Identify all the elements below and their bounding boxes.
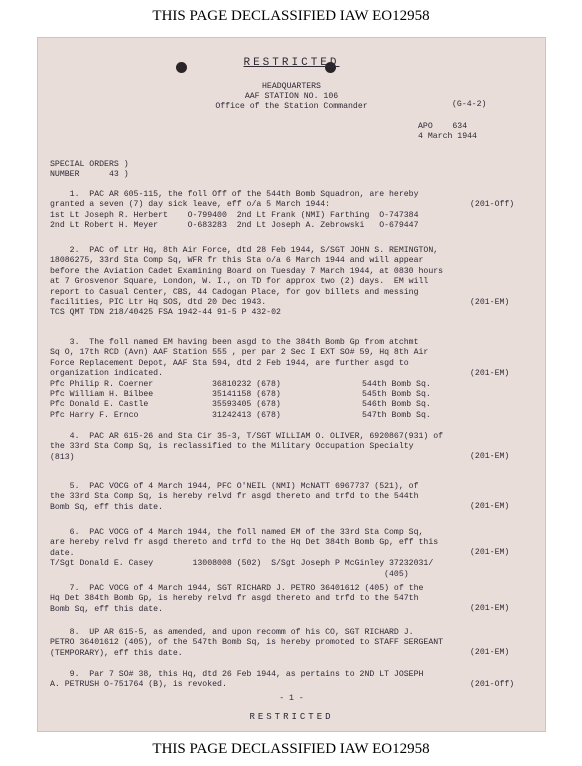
document-page (38, 38, 545, 731)
para-line: organization indicated. (50, 369, 164, 379)
special-orders-number: NUMBER 43 ) (50, 170, 129, 179)
para-line: Bomb Sq, eff this date. (50, 502, 164, 512)
file-ref-201: (201-Off) (470, 200, 515, 209)
para-line: before the Aviation Cadet Examining Board on Tuesday 7 March 1944, at 0830 hours (50, 266, 444, 276)
soldier-name: Pfc Philip R. Coerner (50, 379, 154, 389)
file-ref-201: (201-EM) (470, 548, 510, 557)
para-line: are hereby relvd fr asgd thereto and trfd to the Hq Det 384th Bomb Gp, eff this (50, 538, 439, 548)
special-orders-title: SPECIAL ORDERS ) (50, 160, 129, 169)
para-line: 18086275, 33rd Sta Comp Sq, WFR fr this Sta o/a 6 March 1944 and will appear (50, 256, 424, 266)
soldier-serial: 35141158 (678) (212, 389, 281, 399)
para-line: (405) (50, 569, 409, 579)
para-line: date. (50, 548, 75, 558)
soldier-unit: 547th Bomb Sq. (362, 410, 431, 420)
soldier-unit: 544th Bomb Sq. (362, 379, 431, 389)
para-line: 6. PAC VOCG of 4 March 1944, the foll named EM of the 33rd Sta Comp Sq, (50, 528, 424, 537)
para-line: 2nd Lt Robert H. Meyer O-683283 2nd Lt Joseph A. Zebrowski O-679447 (50, 221, 419, 231)
paragraph-9 (50, 670, 540, 691)
file-ref-201: (201-EM) (470, 369, 510, 378)
soldier-name: Pfc Donald E. Castle (50, 400, 149, 410)
paragraph-7 (50, 584, 540, 615)
file-ref-201: (201-EM) (470, 298, 510, 307)
para-line: 8. UP AR 615-5, as amended, and upon recomm of his CO, SGT RICHARD J. (50, 628, 414, 637)
para-line: 5. PAC VOCG of 4 March 1944, PFC O'NEIL (NMI) McNATT 6967737 (521), of (50, 482, 419, 491)
paragraph-6 (50, 528, 540, 580)
soldier-serial: 31242413 (678) (212, 410, 281, 420)
para-line: (813) (50, 452, 75, 462)
para-line: 1st Lt Joseph R. Herbert O-799400 2nd Lt Frank (NMI) Farthing O-747384 (50, 210, 419, 220)
paragraph-4 (50, 432, 540, 463)
para-line: the 33rd Sta Comp Sq, is hereby relvd fr asgd thereto and trfd to the 544th (50, 492, 419, 502)
soldier-serial: 36810232 (678) (212, 379, 281, 389)
soldier-unit: 545th Bomb Sq. (362, 389, 431, 399)
para-line: 4. PAC AR 615-26 and Sta Cir 35-3, T/SGT WILLIAM O. OLIVER, 6920867(931) of (50, 432, 444, 441)
para-line: 9. Par 7 SO# 38, this Hq, dtd 26 Feb 1944, as pertains to 2ND LT JOSEPH (50, 670, 424, 679)
file-ref-201: (201-EM) (470, 452, 510, 461)
station-line: AAF STATION NO. 106 (244, 92, 339, 101)
order-date: 4 March 1944 (418, 132, 477, 141)
para-line: (TEMPORARY), eff this date. (50, 648, 183, 658)
para-line: granted a seven (7) day sick leave, eff o/a 5 March 1944: (50, 200, 331, 210)
para-line: A. PETRUSH O-751764 (B), is revoked. (50, 680, 227, 690)
para-line: report to Casual Center, CBS, 44 Cadogan Place, for gov billets and messing (50, 287, 419, 297)
para-line: TCS QMT TDN 218/40425 FSA 1942-44 91-5 P 432-02 (50, 308, 281, 318)
file-ref-201: (201-Off) (470, 680, 515, 689)
file-ref-201: (201-EM) (470, 648, 510, 657)
paragraph-2 (50, 246, 540, 319)
file-reference: (G-4-2) (452, 100, 487, 109)
paragraph-8 (50, 628, 540, 659)
soldier-unit: 546th Bomb Sq. (362, 400, 431, 410)
para-line: PETRO 36401612 (405), of the 547th Bomb Sq, is hereby promoted to STAFF SERGEANT (50, 638, 444, 648)
soldier-serial: 35593405 (678) (212, 400, 281, 410)
list-item (50, 411, 540, 421)
declassified-banner-top: THIS PAGE DECLASSIFIED IAW EO12958 (152, 8, 430, 24)
para-line: at 7 Grosvenor Square, London, W. I., on TD for approx two (2) days. EM will (50, 277, 429, 287)
page-number: - 1 - (279, 694, 304, 703)
list-item (50, 390, 540, 400)
file-ref-201: (201-EM) (470, 502, 510, 511)
list-item (50, 400, 540, 410)
office-line: Office of the Station Commander (215, 102, 368, 111)
declassified-banner-bottom: THIS PAGE DECLASSIFIED IAW EO12958 (152, 741, 430, 757)
list-item (50, 380, 540, 390)
para-line: Force Replacement Depot, AAF Sta 594, dtd 2 Feb 1944, are further asgd to (50, 358, 409, 368)
apo-number: APO 634 (418, 122, 468, 131)
para-line: 1. PAC AR 605-115, the foll Off of the 544th Bomb Squadron, are hereby (50, 190, 419, 199)
para-line: facilities, PIC Ltr Hq SOS, dtd 20 Dec 1943. (50, 297, 267, 307)
soldier-name: Pfc Harry F. Ernco (50, 410, 139, 420)
paragraph-5 (50, 482, 540, 513)
para-line: 2. PAC of Ltr Hq, 8th Air Force, dtd 28 Feb 1944, S/SGT JOHN S. REMINGTON, (50, 246, 439, 255)
para-line: the 33rd Sta Comp Sq, is reclassified to the Military Occupation Specialty (50, 442, 414, 452)
restricted-header: RESTRICTED (243, 57, 340, 69)
para-line: 7. PAC VOCG of 4 March 1944, SGT RICHARD J. PETRO 36401612 (405) of the (50, 584, 424, 593)
para-line: 3. The foll named EM having been asgd to the 384th Bomb Gp from atchmt (50, 338, 419, 347)
restricted-footer: RESTRICTED (249, 712, 334, 722)
paragraph-3 (50, 338, 540, 421)
para-line: Sq O, 17th RCD (Avn) AAF Station 555 , per par 2 Sec I EXT SO# 59, Hq 8th Air (50, 348, 429, 358)
para-line: Hq Det 384th Bomb Gp, is hereby relvd fr asgd thereto and trfd to the 547th (50, 594, 419, 604)
file-ref-201: (201-EM) (470, 604, 510, 613)
soldier-name: Pfc William H. Bilbee (50, 389, 154, 399)
headquarters-line: HEADQUARTERS (262, 82, 321, 91)
para-line: T/Sgt Donald E. Casey 13008008 (502) S/Sgt Joseph P McGinley 37232031/ (50, 559, 434, 569)
para-line: Bomb Sq, eff this date. (50, 604, 164, 614)
paragraph-1 (50, 190, 540, 232)
